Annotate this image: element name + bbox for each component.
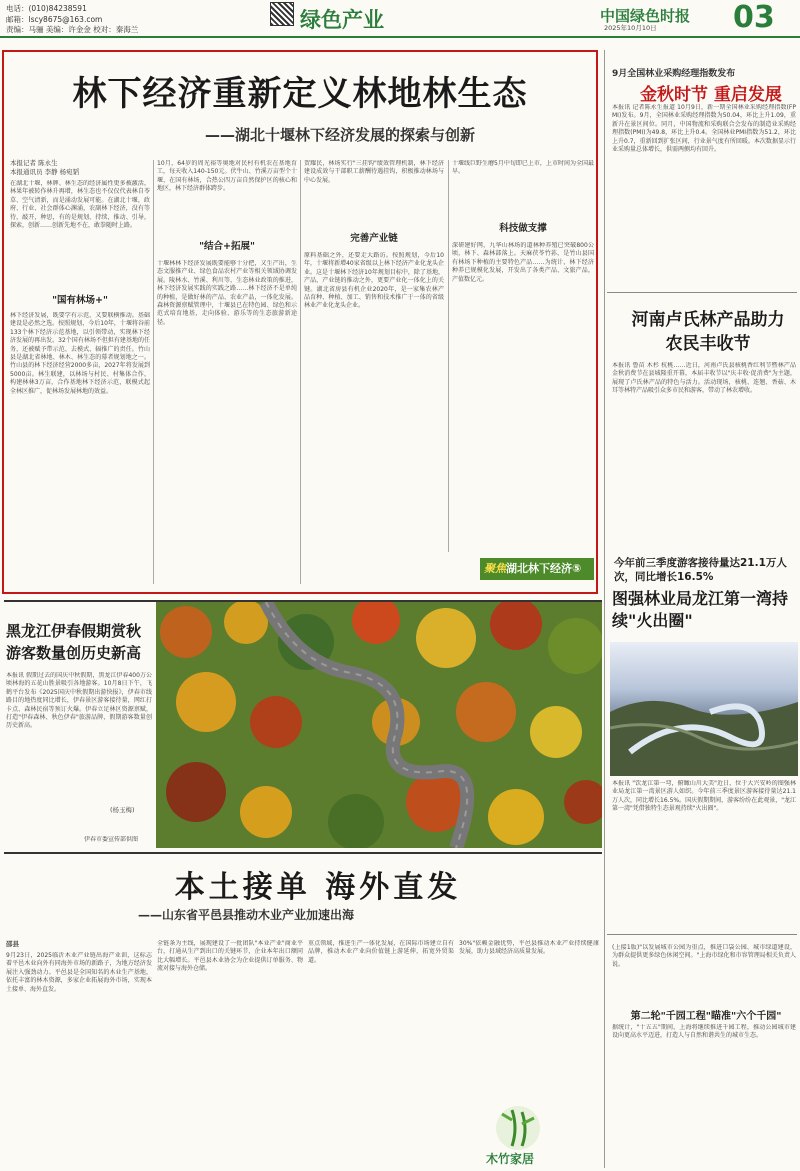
column-divider bbox=[300, 160, 301, 584]
bentu-col1: 9月23日，2025临沂木业产业链出海产业训，这标志着平邑木业向外有同海外市场的新路子，为地方经济发展注入强劲动力。平邑县是全国知名的木业生产基地，依托丰富的林木资源，多家企业拓展海外市场，实现本土接单、海外直发。 bbox=[6, 952, 152, 993]
lead-column-2 bbox=[157, 160, 297, 580]
series-banner bbox=[480, 558, 594, 580]
lead-col3-text2: 原料基础之外，还要走大路访。按照规划，今后10年，十堰将新增40家省级以上林下经济产业化龙头企业。这是十堰林下经济10年规划目标中，除了基地，产品，产业链的推动之外，更要产业化一体化上的关键。湖北省房县有机企业2020年，是一家集农林产品育种、种植、加工、销售和技术推广于一体的省级林业产业化龙头企业。 bbox=[304, 252, 444, 310]
tourism-stat: 今年前三季度游客接待量达21.1万人次，同比增长16.5% bbox=[614, 557, 787, 583]
right-column-divider bbox=[604, 50, 605, 1168]
right-top-title: 金秋时节 重启发展 bbox=[640, 85, 782, 105]
lead-col4-text: 十堰线巨野生蘑5月中旬即已上市，上市时间为全国最早。 bbox=[452, 160, 594, 176]
lead-column-4 bbox=[452, 160, 594, 554]
section-name: 绿色产业 bbox=[300, 8, 384, 32]
lead-col4-text2: 深研建好网，九华山林场的道林种养殖已突破800公顷，林下、森林部落上。天麻茯苓竹荪，是竹山县国有林场下种植的主要特色产品……为统计，林下经济种养已规模化发展，开发出了各类产品、文旅产品，产值数亿元。 bbox=[452, 242, 594, 283]
banner-text: 湖北林下经济⑤ bbox=[506, 562, 582, 575]
right-top-text: 本报讯 记者陈永生报道 10月9日，新一期全国林业采购经理指数(FPMI)发布。9月，全国林业采购经理指数为50.04，环比上升1.09，重新升在景区间位。同月，中国物流和采购联合会发布的制造业采购经理指数(PMI)为49.8，环比上升0.4。全国林业PMI指数为51.2，环比上升0.7，重新回到扩张区间，行业景气度有所回暖。本次数据显示行业采购量总体增长，供需两侧均有回升。 bbox=[612, 104, 796, 154]
ad-text: 木竹家居 bbox=[486, 1152, 535, 1166]
bentu-subtitle: ——山东省平邑县推动木业产业加速出海 bbox=[138, 908, 355, 922]
bentu-col3: 重点领域，推进生产一体化发展，在国际市场建立自有品牌，推动木业产业向价值链上游延伸，拓宽外贸渠道。 bbox=[308, 940, 454, 964]
lead-byline bbox=[10, 158, 79, 176]
lead-col2-text2: 十堰林林下经济发展既要能够十分把，又生产出，生态文服推产业、绿色食品农村产业等相关领域协调发展。陵林水、竹溪、利川等，生态林业政策的推进，林下经济发展实践的实践之路……林下经济不是单纯的种植，是做好林的产品、农业产品，一体化发展。森林资源禀赋管理中，十堰县已在特色园、绿色和示范式培育地基，走向体验、游乐等的生态旅游新途径。 bbox=[157, 260, 297, 326]
qr-code-icon bbox=[270, 2, 294, 26]
lead-title: 林下经济重新定义林地林生态 bbox=[72, 74, 528, 114]
lead-col4-subhead: 科技做支撑 bbox=[499, 223, 547, 234]
bentu-title: 本土接单 海外直发 bbox=[174, 870, 462, 905]
paper-name: 中国绿色时报 bbox=[600, 7, 691, 25]
lead-byline-correspondent: 本报通讯员 李静 杨宛韬 bbox=[10, 168, 80, 176]
right-bottom-text2: 据统计，"十五五"期间，上海将继续推进千园工程，推动公园城市建设向更高水平迈进，打造人与自然和谐共生的城市生态。 bbox=[612, 1024, 796, 1040]
lead-col3-text: 贺耀民，林场实行"三挂钩"绩效管理机制，林下经济建设成效与干部职工薪酬待遇挂钩，积极推动林场与中心发展。 bbox=[304, 160, 444, 184]
lead-col2-text: 10月，64岁的周光裕等奥地对民村有机农在基地育工，每天收入140-150元。伏牛山、竹溪万亩型个十堰，在国有林场，合热公四万亩自然保护区的核心和地区，林下经济群体跨步。 bbox=[157, 160, 297, 193]
henan-title: 河南卢氏林产品助力农民丰收节 bbox=[631, 310, 785, 354]
right-bottom-text1: (上接1版)"以发展城市公园为重点，推进口袋公园、城市绿道建设，为群众提供更多绿色休闲空间。"上海市绿化和市容管理局相关负责人说。 bbox=[612, 944, 796, 968]
masthead-email: 邮箱：lscy8675@163.com bbox=[6, 14, 103, 24]
issue-date: 2025年10月10日 bbox=[604, 24, 657, 32]
column-divider bbox=[153, 160, 154, 584]
divider bbox=[607, 934, 797, 935]
masthead-contacts bbox=[6, 4, 138, 36]
right-bottom-subhead: 第二轮"千园工程"瞄准"六个千园" bbox=[630, 1011, 782, 1022]
divider bbox=[4, 852, 602, 854]
lead-byline-reporter: 本报记者 陈永生 bbox=[10, 159, 58, 167]
page-number: 03 bbox=[733, 0, 775, 35]
divider bbox=[607, 292, 797, 293]
banner-label: 聚焦 bbox=[484, 562, 506, 575]
tourism-title: 图强林业局龙江第一湾持续"火出圈" bbox=[612, 589, 789, 630]
masthead-rule bbox=[0, 36, 800, 38]
masthead-editors: 责编：马骊 美编：许金金 校对：秦海兰 bbox=[6, 25, 139, 34]
river-bend-illustration bbox=[610, 642, 798, 776]
column-divider bbox=[448, 160, 449, 552]
lead-column-3 bbox=[304, 160, 444, 580]
lead-col1-text: 在湖北十堰，林牌、林生态的经济属性更多被激活，林果年被转作林升再增，林生态也不仅仅代表林自苓草、空气清新，而是涌动发展可能。在湖北十堰，政府、行业、社会群体心渊涌，农副林下经济，没有等待，敲开，种思，有的是规划、持续，推动、引导，探索，创新……创新先地不在，敢拳随时上路。 bbox=[10, 180, 150, 230]
lead-col3-subhead: 完善产业链 bbox=[350, 233, 398, 244]
photo-caption: 伊春市委宣传部供图 bbox=[84, 836, 139, 843]
heilongjiang-author: (杨玉梅) bbox=[110, 806, 135, 814]
lead-col1-text2: 林下经济发展，既要学有示范，又要联横推动。基础建设是必然之选。按照规划，今后10年，十堰将谷前133个林下经济示范基地，以引领带动，实现林下经济发展的再出发。32个国有林场不但担有建基地的任务，还被赋予带示范、去模式、辐推广的责任。竹山县是湖北省林地、林木、林生态的幕者规划地之一。竹山县的林下经济经营2000多亩，2027年将发展到5000亩。林生联建，以林场与村民、村集体合作，构建林林3万亩，合作基地林下经济示范，联模式起全林区推广，促林场发展林地的效益。 bbox=[10, 312, 150, 395]
right-top-kicker: 9月全国林业采购经理指数发布 bbox=[612, 69, 736, 79]
forest-road-illustration bbox=[156, 602, 602, 848]
lead-subtitle: ——湖北十堰林下经济发展的探索与创新 bbox=[204, 126, 475, 144]
bentu-byline: 邵县 bbox=[6, 940, 19, 948]
autumn-forest-photo bbox=[156, 602, 602, 848]
henan-text: 本报讯 鲁苗 木杉 杭桃……近日，河南卢氏县核桃香红利节暨林产品金秋消费节在县城隆重开幕，本届丰收节以"庆丰收·促消费"为主题，展现了卢氏林产品的特色与活力。活动现场，核桃、连翘、香菇、木耳等林特产品吸引众多市民和游客，带动了林农增收。 bbox=[612, 362, 796, 395]
lead-column-1 bbox=[10, 180, 150, 580]
masthead-phone: 电话：(010)84238591 bbox=[6, 4, 87, 13]
river-bend-photo bbox=[610, 642, 798, 776]
bentu-col2: 全链条为主线，展现建设了一批团队"本业产业"商业平台，打通从生产到出口的关键环节，企业本年出口额同比大幅增长。平邑县木业协会为企业提供订单服务、物流对接与海外仓储。 bbox=[157, 940, 303, 973]
lead-col2-subhead: "结合+拓展" bbox=[199, 241, 255, 252]
heilongjiang-title: 黑龙江伊春假期赏秋游客数量创历史新高 bbox=[6, 622, 142, 662]
lead-col1-subhead: "国有林场+" bbox=[52, 295, 108, 306]
bentu-col4: 30%"依赖金融优势，平邑县推动木业产业持续健康发展，助力县域经济高质量发展。 bbox=[459, 940, 599, 956]
tourism-text: 本报讯 "饮龙江第一弯，俯瞰山川大美"近日，位于大兴安岭的图强林业局龙江第一湾景区游人如织。今年前三季度景区游客接待量达21.1万人次，同比增长16.5%。国庆假期期间，游客纷纷在此观景，"龙江第一湾"凭借独特生态景观持续"火出圈"。 bbox=[612, 780, 796, 813]
heilongjiang-text: 本报讯 假期过去的国庆中秋假期，黑龙江伊春400万公顷林海的五花山胜景吸引各地游客。10月8日下午，飞鹤平台发布《2025国庆中秋假期出游快报》，伊春市线路目的地热度同比增长，伊春景区游客接待量，网红打卡点、森林民宿等预订火爆。伊春立足林区资源禀赋，打造"伊春森林、秋色伊春"旅游品牌，假期游客数量创历史新高。 bbox=[6, 672, 152, 730]
